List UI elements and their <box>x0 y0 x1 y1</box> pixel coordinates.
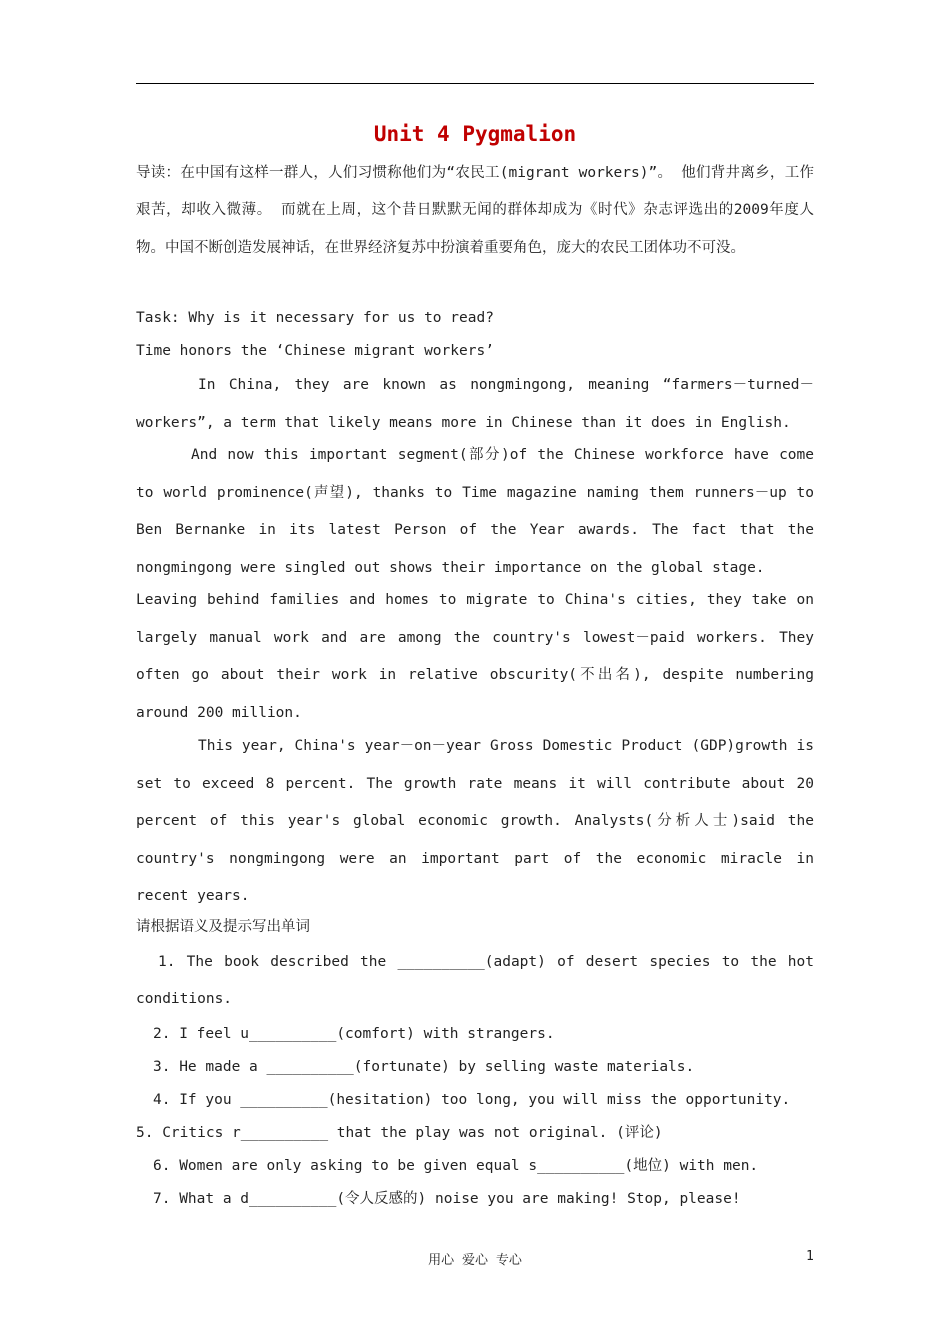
exercise-heading: 请根据语义及提示写出单词 <box>136 919 310 935</box>
exercise-item-2: 2. I feel u__________(comfort) with strangers. <box>153 1026 555 1042</box>
task-line: Task: Why is it necessary for us to read? <box>136 310 494 326</box>
exercise-item-1: 1. The book described the __________(adapt) of desert species to the hot conditions. <box>136 954 814 1007</box>
header-rule <box>136 83 814 84</box>
article-headline: Time honors the ‘Chinese migrant workers’ <box>136 343 494 359</box>
article-paragraph-3: Leaving behind families and homes to migrate to China's cities, they take on largely manual work and are among the country's lowest－paid workers. They often go about their work in relative obscurity(不出名), despite numbering around 200 million. <box>136 592 814 721</box>
exercise-item-6: 6. Women are only asking to be given equal s__________(地位) with men. <box>153 1158 759 1174</box>
page-title: Unit 4 Pygmalion <box>373 122 577 146</box>
page-number: 1 <box>806 1249 814 1264</box>
exercise-item-7: 7. What a d__________(令人反感的) noise you are making! Stop, please! <box>153 1191 741 1207</box>
exercise-list <box>136 944 814 1216</box>
article-paragraph-1: In China, they are known as nongmingong, meaning “farmers－turned－workers”, a term that likely means more in Chinese than it does in English. <box>136 377 814 431</box>
exercise-item-5: 5. Critics r__________ that the play was not original. (评论) <box>136 1125 663 1141</box>
exercise-item-4: 4. If you __________(hesitation) too long, you will miss the opportunity. <box>153 1092 791 1108</box>
page-footer: 用心 爱心 专心 <box>428 1253 522 1268</box>
article-paragraph-2: And now this important segment(部分)of the Chinese workforce have come to world prominence(声望), thanks to Time magazine naming them runners－up to Ben Bernanke in its latest Person of the Year awards. The fact that the nongmingong were singled out shows their importance on the global stage. <box>136 447 814 576</box>
intro-text: 导读：在中国有这样一群人，人们习惯称他们为“农民工(migrant workers)”。 他们背井离乡，工作艰苦，却收入微薄。 而就在上周，这个昔日默默无闻的群体却成为《时代》杂志评选出的2009年度人物。中国不断创造发展神话，在世界经济复苏中扮演着重要角色，庞大的农民工团体功不可没。 <box>136 165 814 256</box>
article-paragraph-4: This year, China's year－on－year Gross Domestic Product (GDP)growth is set to exceed 8 percent. The growth rate means it will contribute about 20 percent of this year's global economic growth. Analysts(分析人士)said the country's nongmingong were an important part of the economic miracle in recent years. <box>136 738 814 904</box>
exercise-item-3: 3. He made a __________(fortunate) by selling waste materials. <box>153 1059 695 1075</box>
